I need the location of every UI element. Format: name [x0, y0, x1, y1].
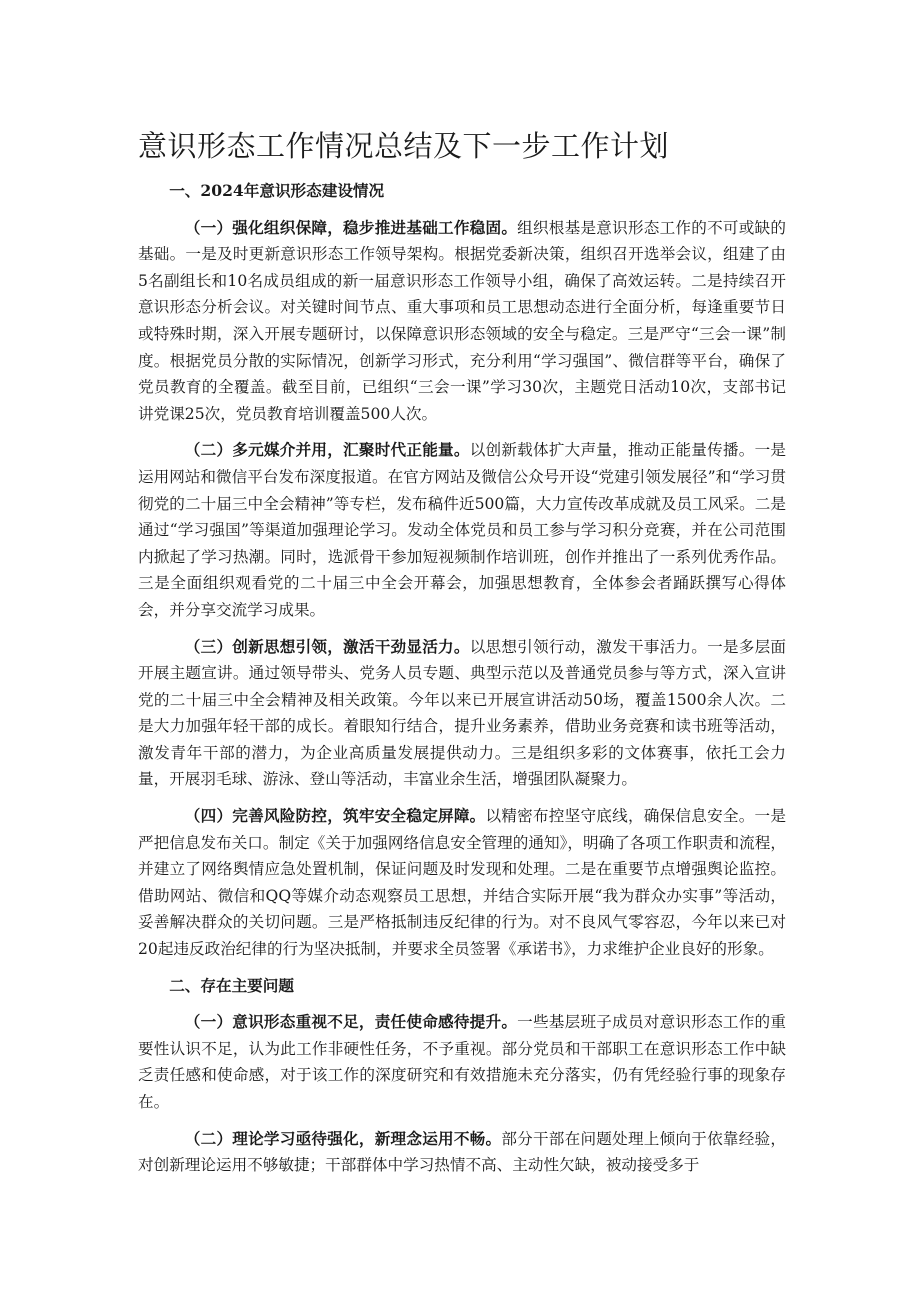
paragraph-lead: （三）创新思想引领，激活干劲显活力。 — [184, 636, 470, 656]
paragraph-text: 一些基层班子成员对意识形态工作的重要性认识不足，认为此工作非硬性任务，不予重视。部分党员和干部职工在意识形态工作中缺乏责任感和使命感，对于该工作的深度研究和有效措施未充分落实，仍有凭经验行事的现象存在。 — [138, 1013, 786, 1111]
paragraph — [138, 803, 786, 963]
paragraph-lead: （二）理论学习亟待强化，新理念运用不畅。 — [184, 1128, 502, 1148]
paragraph-lead: （一）意识形态重视不足，责任使命感待提升。 — [184, 1012, 518, 1032]
paragraph-text: 以精密布控坚守底线，确保信息安全。一是严把信息发布关口。制定《关于加强网络信息安全管理的通知》，明确了各项工作职责和流程，并建立了网络舆情应急处置机制，保证问题及时发现和处理。二是在重要节点增强舆论监控。借助网站、微信和QQ等媒介动态观察员工思想，并结合实际开展“我为群众办实事”等活动，妥善解决群众的关切问题。三是严格抵制违反纪律的行为。对不良风气零容忍，今年以来已对20起违反政治纪律的行为坚决抵制，并要求全员签署《承诺书》，力求维护企业良好的形象。 — [138, 807, 786, 959]
paragraph — [138, 215, 786, 428]
paragraph — [138, 437, 786, 623]
section-heading: 二、存在主要问题 — [169, 975, 294, 995]
paragraph-lead: （四）完善风险防控，筑牢安全稳定屏障。 — [184, 806, 486, 826]
page-title: 意识形态工作情况总结及下一步工作计划 — [138, 129, 670, 163]
paragraph-lead: （一）强化组织保障，稳步推进基础工作稳固。 — [184, 217, 518, 237]
document-body — [138, 178, 786, 1189]
paragraph-text: 组织根基是意识形态工作的不可或缺的基础。一是及时更新意识形态工作领导架构。根据党委新决策，组织召开选举会议，组建了由5名副组长和10名成员组成的新一届意识形态工作领导小组，确保了高效运转。二是持续召开意识形态分析会议。对关键时间节点、重大事项和员工思想动态进行全面分析，每逢重要节日或特殊时期，深入开展专题研讨，以保障意识形态领域的安全与稳定。三是严守“三会一课”制度。根据党员分散的实际情况，创新学习形式，充分利用“学习强国”、微信群等平台，确保了党员教育的全覆盖。截至目前，已组织“三会一课”学习30次，主题党日活动10次，支部书记讲党课25次，党员教育培训覆盖500人次。 — [138, 218, 786, 423]
paragraph — [138, 1126, 786, 1179]
paragraph-text: 以创新载体扩大声量，推动正能量传播。一是运用网站和微信平台发布深度报道。在官方网站及微信公众号开设“党建引领发展径”和“学习贯彻党的二十届三中全会精神”等专栏，发布稿件近500篇，大力宣传改革成就及员工风采。二是通过“学习强国”等渠道加强理论学习。发动全体党员和员工参与学习积分竞赛，并在公司范围内掀起了学习热潮。同时，选派骨干参加短视频制作培训班，创作并推出了一系列优秀作品。三是全面组织观看党的二十届三中全会开幕会，加强思想教育，全体参会者踊跃撰写心得体会，并分享交流学习成果。 — [138, 441, 786, 619]
paragraph — [138, 634, 786, 794]
paragraph-lead: （二）多元媒介并用，汇聚时代正能量。 — [184, 440, 470, 460]
paragraph — [138, 1009, 786, 1115]
section-heading: 一、2024年意识形态建设情况 — [169, 181, 385, 200]
paragraph-text: 部分干部在问题处理上倾向于依靠经验，对创新理论运用不够敏捷；干部群体中学习热情不高、主动性欠缺，被动接受多于 — [138, 1129, 786, 1175]
paragraph-text: 以思想引领行动，激发干事活力。一是多层面开展主题宣讲。通过领导带头、党务人员专题、典型示范以及普通党员参与等方式，深入宣讲党的二十届三中全会精神及相关政策。今年以来已开展宣讲活动50场，覆盖1500余人次。二是大力加强年轻干部的成长。着眼知行结合，提升业务素养，借助业务竞赛和读书班等活动，激发青年干部的潜力，为企业高质量发展提供动力。三是组织多彩的文体赛事，依托工会力量，开展羽毛球、游泳、登山等活动，丰富业余生活，增强团队凝聚力。 — [138, 637, 786, 789]
